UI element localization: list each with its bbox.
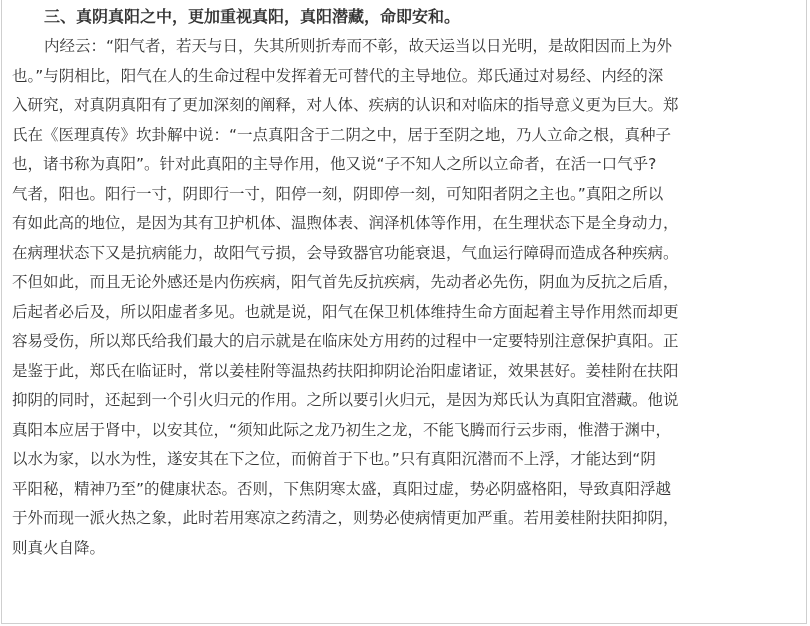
paragraph-line: 氏在《医理真传》坎卦解中说：“一点真阳含于二阴之中，居于至阴之地，乃人立命之根，真种子 [12,125,672,144]
paragraph-line: 在病理状态下又是抗病能力，故阳气亏损，会导致器官功能衰退，气血运行障碍而造成各种疾病。 [12,243,679,262]
paragraph-line: 后起者必后及，所以阳虚者多见。也就是说，阳气在保卫机体维持生命方面起着主导作用然而却更 [12,302,679,321]
paragraph-line: 是鉴于此，郑氏在临证时，常以姜桂附等温热药扶阳抑阴论治阳虚诸证，效果甚好。姜桂附在扶阳 [12,361,679,380]
paragraph-line: 于外而现一派火热之象，此时若用寒凉之药清之，则势必使病情更加严重。若用姜桂附扶阳抑阴， [12,509,679,527]
paragraph-line: 容易受伤，所以郑氏给我们最大的启示就是在临床处方用药的过程中一定要特别注意保护真阳。正 [12,332,679,350]
paragraph-line: 入研究，对真阴真阳有了更加深刻的阐释，对人体、疾病的认识和对临床的指导意义更为巨大。郑 [12,96,679,114]
paragraph-line: 不但如此，而且无论外感还是内伤疾病，阳气首先反抗疾病，先动者必先伤，阴血为反抗之后盾， [12,273,679,291]
paragraph-line: 有如此高的地位，是因为其有卫护机体、温煦体表、润泽机体等作用，在生理状态下是全身动力， [12,214,679,232]
article-frame [1,0,807,624]
paragraph-line: 抑阴的同时，还起到一个引火归元的作用。之所以要引火归元，是因为郑氏认为真阳宜潜藏。他说 [12,391,679,409]
paragraph-line: 真阳本应居于肾中，以安其位，“须知此际之龙乃初生之龙，不能飞腾而行云步雨，惟潜于渊中， [12,420,672,439]
paragraph-line: 以水为家，以水为性，遂安其在下之位，而俯首于下也。”只有真阳沉潜而不上浮，才能达到“阴 [12,450,656,468]
paragraph-line: 也。”与阴相比，阳气在人的生命过程中发挥着无可替代的主导地位。郑氏通过对易经、内经的深 [12,66,664,85]
paragraph-line: 平阳秘，精神乃至”的健康状态。否则，下焦阴寒太盛，真阳过虚，势必阴盛格阳，导致真阳浮越 [12,479,672,498]
paragraph-line: 则真火自降。 [12,538,106,557]
article-body [12,2,800,563]
section-heading: 三、真阴真阳之中，更加重视真阳，真阳潜藏，命即安和。 [44,7,461,26]
paragraph-line: 气者，阳也。阳行一寸，阴即行一寸，阳停一刻，阴即停一刻，可知阳者阴之主也。”真阳之所以 [12,184,664,203]
paragraph-line: 也，诸书称为真阳”。针对此真阳的主导作用，他又说“子不知人之所以立命者，在活一口气乎? [12,155,657,173]
paragraph-line: 内经云：“阳气者，若天与日，失其所则折寿而不彰，故天运当以日光明，是故阳因而上为外 [44,37,673,55]
